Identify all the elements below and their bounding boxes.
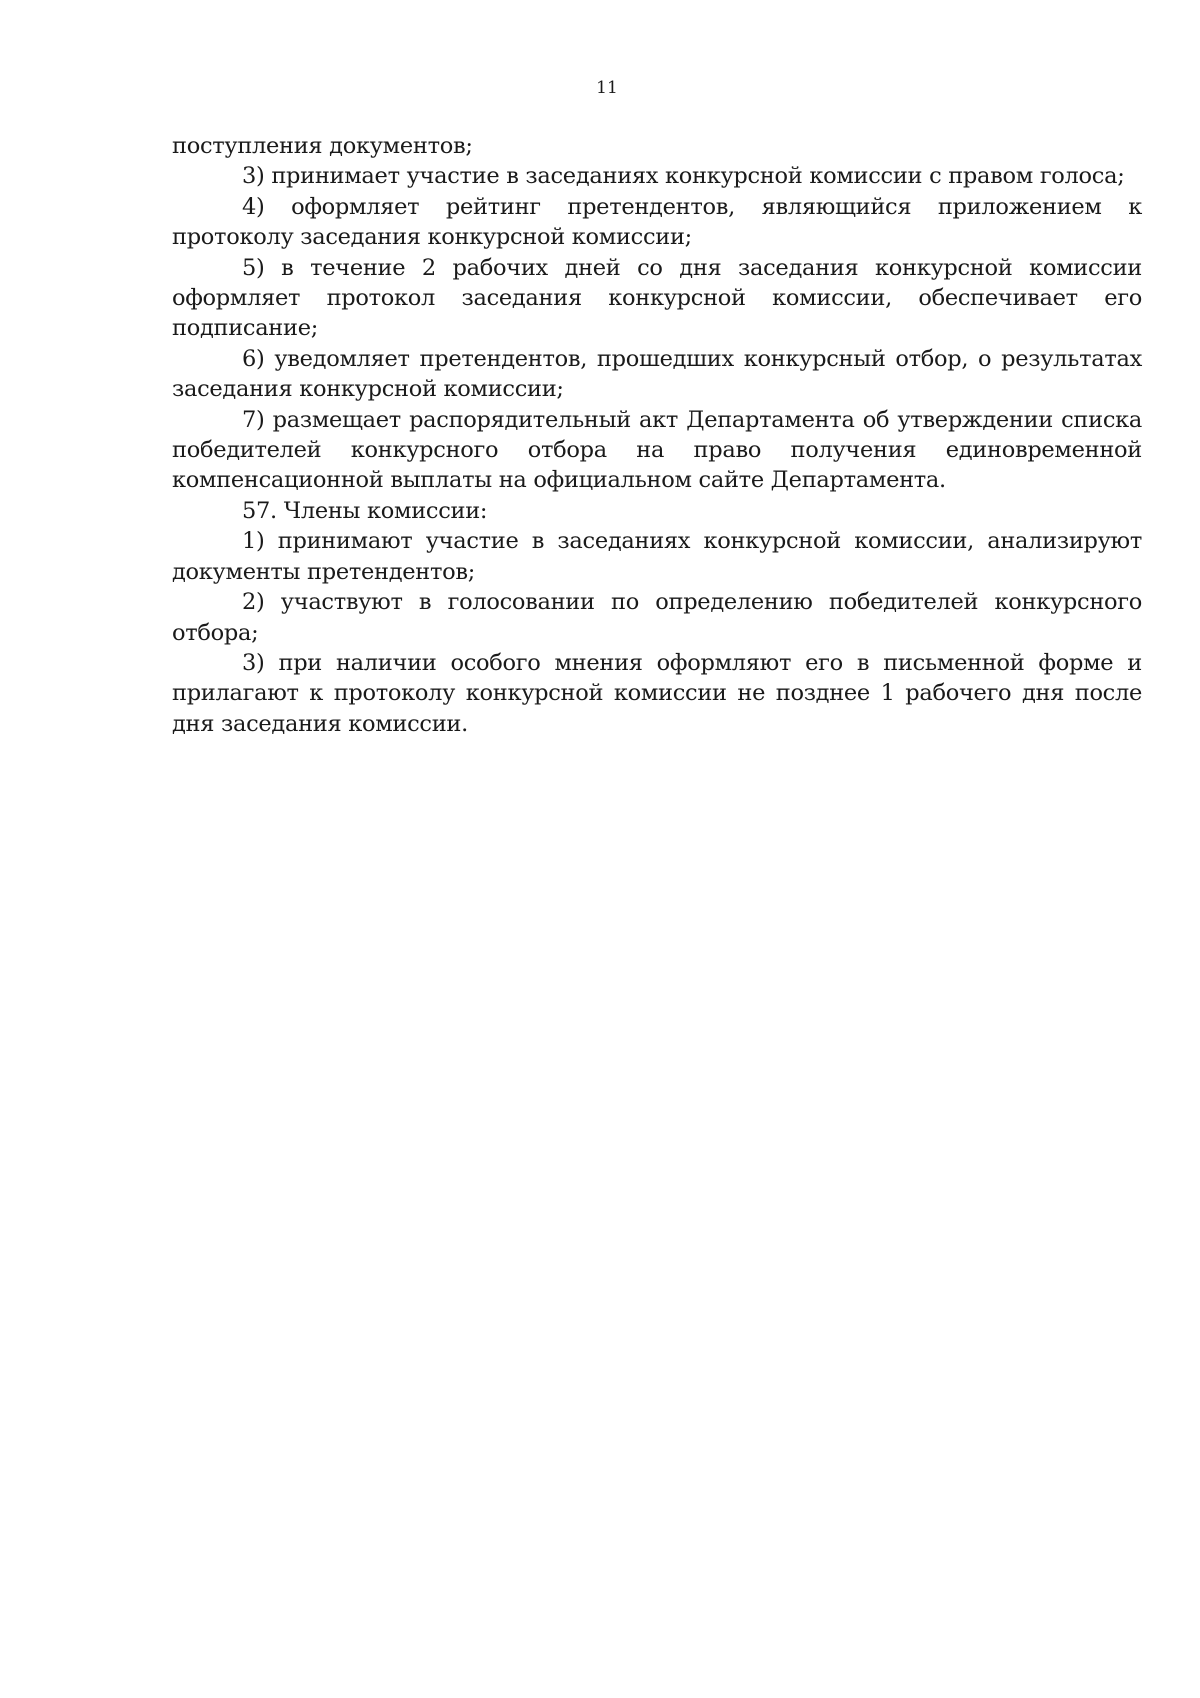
section-heading-57: 57. Члены комиссии: [242,497,488,524]
paragraph-member-item-3: 3) при наличии особого мнения оформляют его в письменной форме и прилагают к протоколу конкурсной комиссии не позднее 1 рабочего дня после дня заседания комиссии. [172,649,1142,737]
paragraph-item-5: 5) в течение 2 рабочих дней со дня заседания конкурсной комиссии оформляет протокол заседания конкурсной комиссии, обеспечивает его подписание; [172,254,1142,342]
paragraph-item-3: 3) принимает участие в заседаниях конкурсной комиссии с правом голоса; [242,163,1125,190]
page-number: 11 [596,78,618,98]
paragraph-member-item-1: 1) принимают участие в заседаниях конкурсной комиссии, анализируют документы претендентов; [172,528,1142,585]
paragraph-item-7: 7) размещает распорядительный акт Департамента об утверждении списка победителей конкурсного отбора на право получения единовременной компенсационной выплаты на официальном сайте Департамента. [172,406,1142,494]
paragraph-member-item-2: 2) участвуют в голосовании по определению победителей конкурсного отбора; [172,589,1142,646]
paragraph-continuation: поступления документов; [172,133,473,159]
paragraph-item-4: 4) оформляет рейтинг претендентов, являющийся приложением к протоколу заседания конкурсной комиссии; [172,193,1142,251]
paragraph-item-6: 6) уведомляет претендентов, прошедших конкурсный отбор, о результатах заседания конкурсной комиссии; [172,345,1142,403]
document-body [172,131,1142,739]
